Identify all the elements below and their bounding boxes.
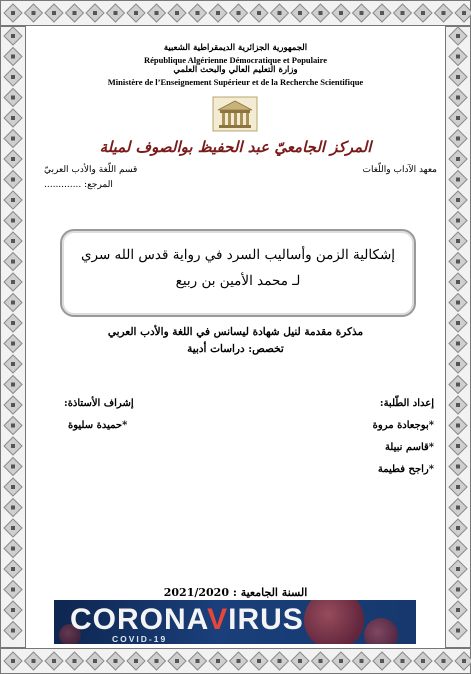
frame-dot-icon [456, 403, 460, 407]
frame-dot-icon [360, 659, 364, 663]
frame-dot-icon [456, 567, 460, 571]
frame-dot-icon [456, 444, 460, 448]
ministry-french: Ministère de l’Enseignement Supérieur et de la Recherche Scientifique [107, 77, 364, 87]
frame-dot-icon [278, 11, 282, 15]
frame-dot-icon [298, 11, 302, 15]
frame-dot-icon [456, 465, 460, 469]
frame-dot-icon [456, 260, 460, 264]
frame-dot-icon [11, 239, 15, 243]
frame-dot-icon [73, 11, 77, 15]
frame-dot-icon [11, 547, 15, 551]
frame-dot-icon [401, 659, 405, 663]
frame-dot-icon [93, 11, 97, 15]
frame-dot-icon [11, 55, 15, 59]
frame-dot-icon [442, 11, 446, 15]
frame-dot-icon [456, 137, 460, 141]
virus-particle-icon [364, 618, 398, 644]
department-name: قسم اللّغة والأدب العربيّ [44, 165, 138, 175]
frame-border-right [445, 26, 471, 648]
supervision-label: إشراف الأستاذة: [64, 398, 134, 409]
frame-dot-icon [11, 301, 15, 305]
frame-dot-icon [456, 485, 460, 489]
frame-dot-icon [11, 362, 15, 366]
student-name: *بوجعادة مروة [372, 420, 434, 431]
frame-dot-icon [456, 239, 460, 243]
frame-dot-icon [456, 424, 460, 428]
frame-dot-icon [175, 11, 179, 15]
banner-title: CORONAVIRUS [70, 603, 304, 636]
frame-dot-icon [298, 659, 302, 663]
frame-dot-icon [134, 659, 138, 663]
academic-year: السنة الجامعية : 2021/2020 [163, 586, 308, 599]
frame-dot-icon [237, 11, 241, 15]
frame-dot-icon [11, 659, 15, 663]
frame-dot-icon [11, 526, 15, 530]
preparation-label: إعداد الطّلبة: [379, 398, 434, 409]
institute-name: معهد الآداب واللّغات [362, 165, 437, 175]
frame-dot-icon [114, 659, 118, 663]
memo-description: مذكرة مقدمة لنيل شهادة ليسانس في اللغة والأدب العربي [107, 326, 364, 338]
frame-dot-icon [11, 342, 15, 346]
republic-french: République Algérienne Démocratique et Populaire [143, 55, 328, 65]
frame-dot-icon [237, 659, 241, 663]
frame-dot-icon [93, 659, 97, 663]
banner-subtitle: COVID-19 [112, 634, 168, 644]
reference-field: المرجع: ............. [44, 180, 113, 190]
frame-border-bottom [0, 648, 471, 674]
thesis-title-line-2: لـ محمد الأمين بن ربيع [175, 273, 301, 289]
frame-dot-icon [11, 280, 15, 284]
frame-dot-icon [456, 34, 460, 38]
frame-dot-icon [52, 11, 56, 15]
frame-dot-icon [456, 75, 460, 79]
frame-dot-icon [11, 506, 15, 510]
university-center-name: المركز الجامعيّ عبد الحفيظ بوالصوف لميلة [99, 138, 372, 156]
frame-dot-icon [11, 321, 15, 325]
frame-dot-icon [196, 11, 200, 15]
frame-dot-icon [175, 659, 179, 663]
frame-dot-icon [421, 659, 425, 663]
frame-dot-icon [456, 157, 460, 161]
frame-dot-icon [11, 383, 15, 387]
frame-dot-icon [360, 11, 364, 15]
frame-dot-icon [257, 659, 261, 663]
thesis-title-box [60, 229, 416, 317]
ministry-arabic: وزارة التعليم العالي والبحث العلمي [173, 65, 298, 75]
frame-dot-icon [442, 659, 446, 663]
frame-dot-icon [456, 547, 460, 551]
frame-dot-icon [196, 659, 200, 663]
student-name: *راجح فطيمة [377, 464, 434, 475]
frame-dot-icon [456, 629, 460, 633]
thesis-title-line-1: إشكالية الزمن وأساليب السرد في رواية قدس الله سري [80, 247, 396, 263]
frame-dot-icon [339, 11, 343, 15]
frame-dot-icon [456, 608, 460, 612]
frame-dot-icon [11, 178, 15, 182]
frame-dot-icon [11, 260, 15, 264]
frame-dot-icon [11, 198, 15, 202]
frame-dot-icon [52, 659, 56, 663]
frame-dot-icon [456, 342, 460, 346]
frame-dot-icon [11, 629, 15, 633]
frame-dot-icon [134, 11, 138, 15]
frame-dot-icon [11, 219, 15, 223]
frame-dot-icon [11, 444, 15, 448]
frame-dot-icon [11, 11, 15, 15]
frame-dot-icon [11, 157, 15, 161]
frame-dot-icon [380, 11, 384, 15]
frame-dot-icon [155, 659, 159, 663]
frame-dot-icon [278, 659, 282, 663]
frame-dot-icon [456, 301, 460, 305]
frame-dot-icon [11, 485, 15, 489]
frame-dot-icon [456, 96, 460, 100]
frame-dot-icon [456, 526, 460, 530]
frame-dot-icon [456, 383, 460, 387]
frame-dot-icon [401, 11, 405, 15]
frame-dot-icon [456, 219, 460, 223]
frame-dot-icon [155, 11, 159, 15]
frame-dot-icon [11, 403, 15, 407]
republic-arabic: الجمهورية الجزائرية الديمقراطية الشعبية [163, 43, 308, 53]
frame-dot-icon [11, 96, 15, 100]
frame-dot-icon [456, 321, 460, 325]
frame-dot-icon [32, 659, 36, 663]
supervisor-name: *حميدة سليوة [68, 420, 128, 431]
cover-content [34, 32, 437, 644]
frame-dot-icon [319, 659, 323, 663]
frame-dot-icon [456, 588, 460, 592]
frame-dot-icon [11, 424, 15, 428]
coronavirus-banner-image [54, 600, 416, 644]
frame-dot-icon [456, 506, 460, 510]
frame-dot-icon [11, 608, 15, 612]
frame-dot-icon [11, 465, 15, 469]
frame-dot-icon [32, 11, 36, 15]
specialty: تخصص: دراسات أدبية [187, 343, 284, 355]
frame-dot-icon [456, 280, 460, 284]
frame-dot-icon [421, 11, 425, 15]
frame-dot-icon [11, 588, 15, 592]
university-building-logo-icon [212, 96, 258, 132]
frame-dot-icon [462, 11, 466, 15]
frame-dot-icon [11, 567, 15, 571]
student-name: *قاسم نبيلة [384, 442, 434, 453]
frame-dot-icon [456, 55, 460, 59]
frame-dot-icon [456, 116, 460, 120]
frame-dot-icon [73, 659, 77, 663]
frame-dot-icon [216, 659, 220, 663]
frame-dot-icon [257, 11, 261, 15]
frame-dot-icon [319, 11, 323, 15]
frame-dot-icon [114, 11, 118, 15]
frame-dot-icon [216, 11, 220, 15]
frame-dot-icon [11, 137, 15, 141]
frame-dot-icon [11, 75, 15, 79]
frame-dot-icon [11, 34, 15, 38]
frame-border-top [0, 0, 471, 26]
frame-dot-icon [380, 659, 384, 663]
frame-dot-icon [456, 362, 460, 366]
frame-border-left [0, 26, 26, 648]
virus-particle-icon [304, 600, 364, 644]
frame-dot-icon [456, 198, 460, 202]
frame-dot-icon [462, 659, 466, 663]
frame-dot-icon [11, 116, 15, 120]
frame-dot-icon [456, 178, 460, 182]
frame-dot-icon [339, 659, 343, 663]
